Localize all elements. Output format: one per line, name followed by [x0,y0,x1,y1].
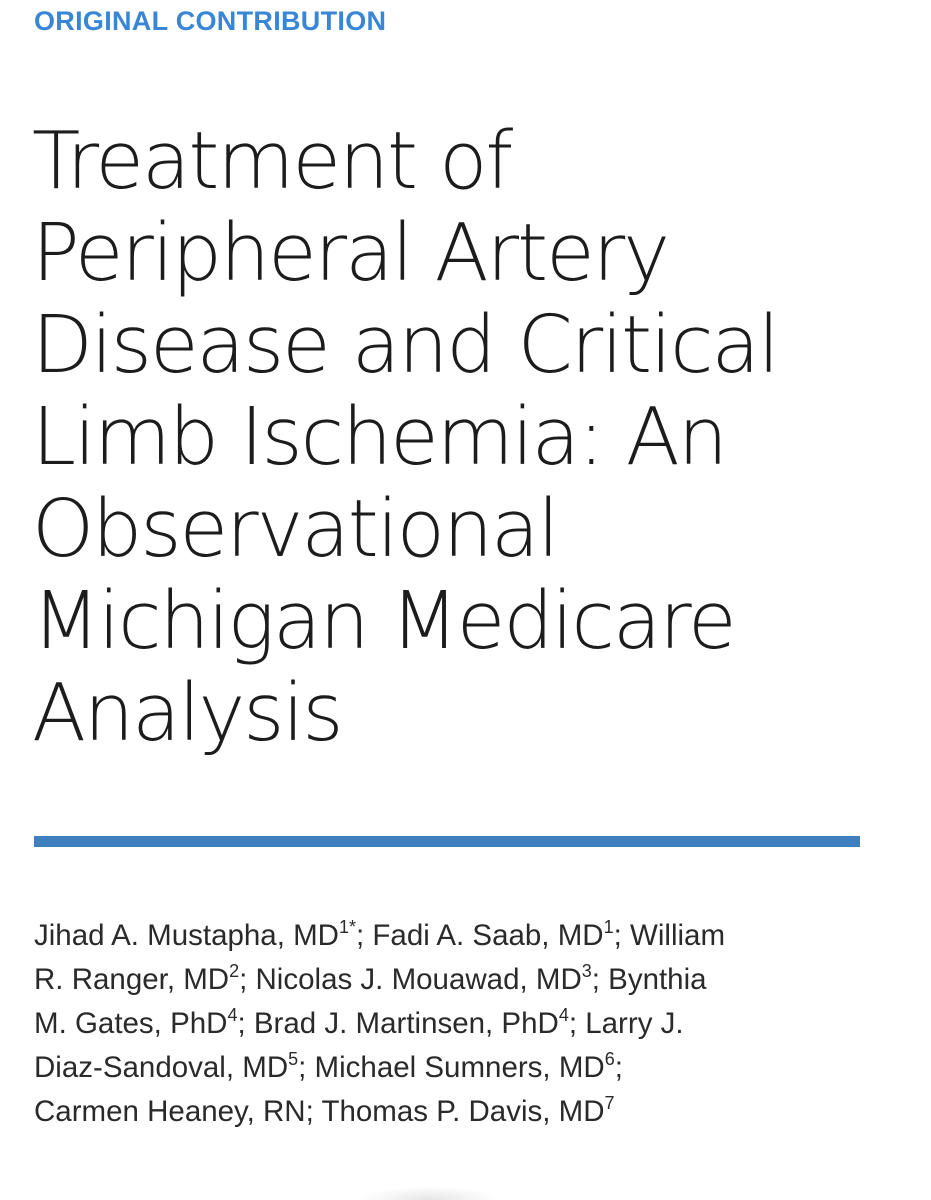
title-line: Observational [32,483,558,575]
author-text: R. Ranger, MD [34,963,230,996]
author-text: ; William [613,919,726,952]
affiliation-mark: 6 [604,1049,615,1069]
title-line: Treatment of [32,115,512,207]
affiliation-mark: 2 [229,961,240,981]
title-line: Peripheral Artery [32,207,668,299]
section-label: ORIGINAL CONTRIBUTION [34,6,387,36]
author-text: ; Fadi A. Saab, MD [356,919,604,952]
title-line: Analysis [32,667,342,759]
author-text: ; Brad J. Martinsen, PhD [237,1007,559,1040]
author-line [34,1046,894,1090]
affiliation-mark: 4 [558,1005,569,1025]
title-divider [34,836,860,847]
author-line [34,1090,894,1134]
author-text: Diaz-Sandoval, MD [34,1051,289,1084]
page-edge-shadow [360,1186,500,1200]
author-text: Carmen Heaney, RN; Thomas P. Davis, MD [34,1095,605,1128]
title-line: Limb Ischemia: An [32,391,726,483]
author-text: ; Michael Sumners, MD [298,1051,605,1084]
affiliation-mark: 4 [227,1005,238,1025]
affiliation-mark: 1 [603,917,614,937]
author-line [34,958,894,1002]
author-line [34,1002,894,1046]
article-title [32,115,892,759]
author-line [34,914,894,958]
author-text: ; Bynthia [591,963,707,996]
author-text: Jihad A. Mustapha, MD [34,919,339,952]
author-text: M. Gates, PhD [34,1007,228,1040]
author-text: ; Larry J. [568,1007,684,1040]
author-text: ; [614,1051,623,1084]
title-line: Michigan Medicare [32,575,735,667]
affiliation-mark: 3 [581,961,592,981]
affiliation-mark: 1* [338,917,356,937]
author-list [34,914,894,1134]
author-text: ; Nicolas J. Mouawad, MD [239,963,582,996]
affiliation-mark: 7 [604,1093,615,1113]
title-line: Disease and Critical [32,299,778,391]
affiliation-mark: 5 [288,1049,299,1069]
